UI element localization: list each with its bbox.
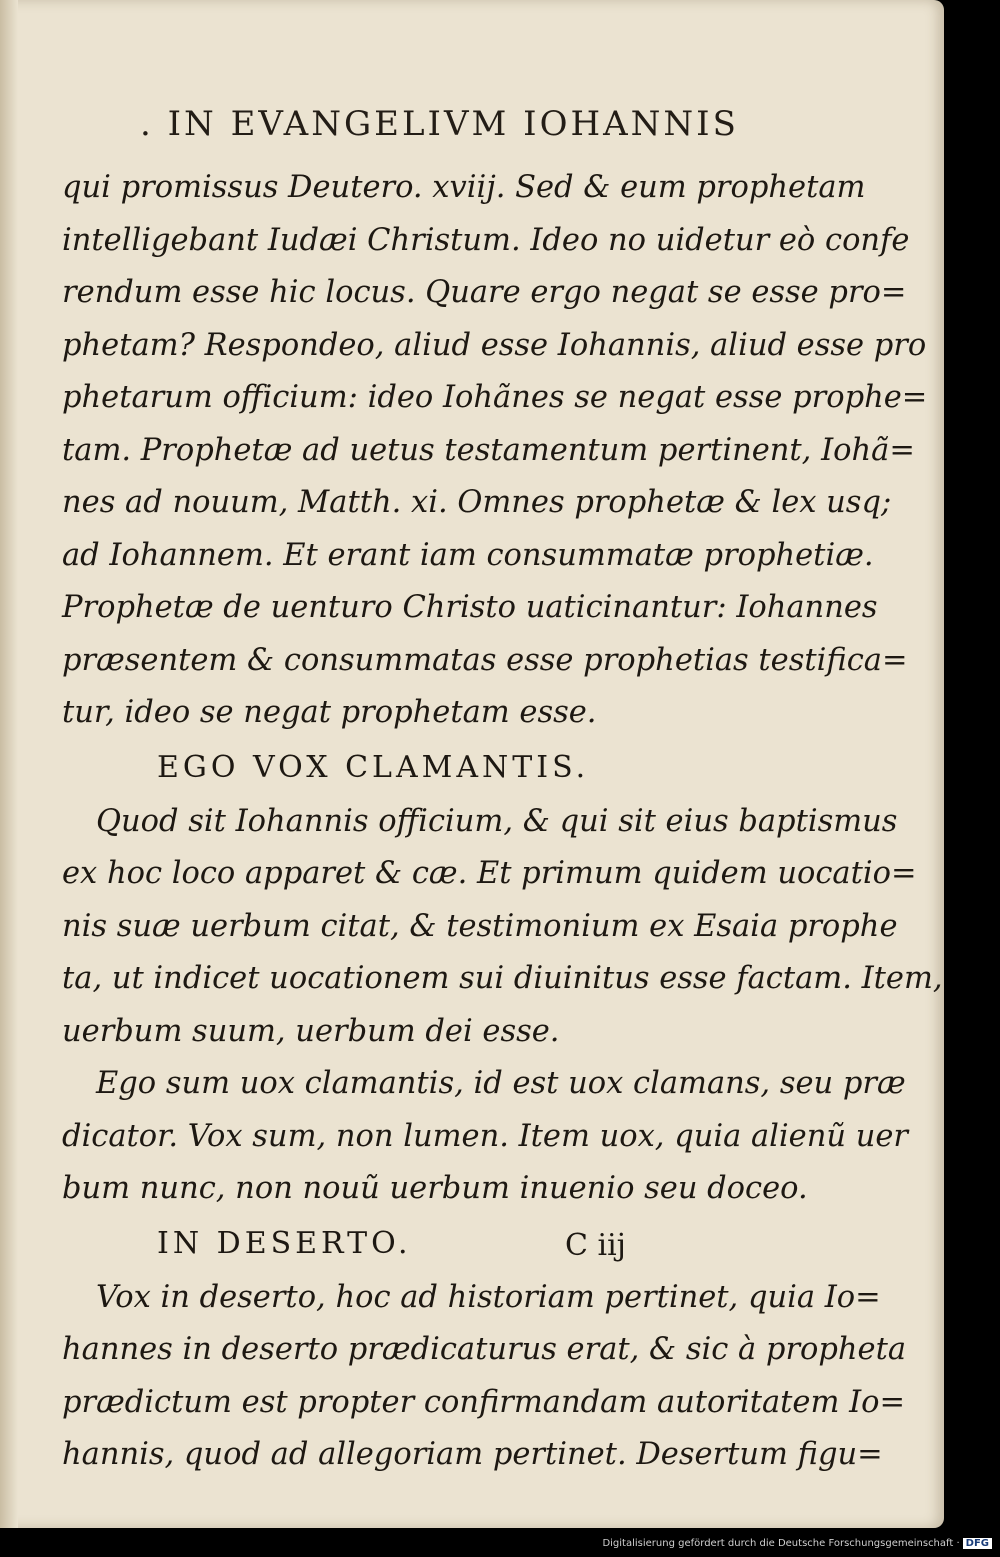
text-line: præsentem & consummatas esse prophetias testifica= xyxy=(62,642,908,678)
text-line: hannes in deserto prædicaturus erat, & sic à propheta xyxy=(62,1332,907,1367)
text-line: ta, ut indicet uocationem sui diuinitus esse factam. Item, xyxy=(62,961,943,996)
text-line: Vox in deserto, hoc ad historiam pertinet, quia Io= xyxy=(96,1279,881,1315)
text-line: Ego sum uox clamantis, id est uox clamans, seu præ xyxy=(96,1066,906,1101)
page-binding xyxy=(0,0,18,1528)
text-line: prædictum est propter confirmandam autoritatem Io= xyxy=(62,1384,906,1420)
text-line: uerbum suum, uerbum dei esse. xyxy=(62,1013,560,1049)
running-head: . IN EVANGELIVM IOHANNIS xyxy=(140,104,739,144)
text-line: Quod sit Iohannis officium, & qui sit eius baptismus xyxy=(96,803,898,839)
section-heading: EGO VOX CLAMANTIS. xyxy=(157,749,590,785)
text-line: ad Iohannem. Et erant iam consummatæ prophetiæ. xyxy=(62,537,874,573)
page-body xyxy=(62,162,943,1482)
text-line: nes ad nouum, Matth. xi. Omnes prophetæ & lex usq; xyxy=(62,485,892,520)
dfg-logo: DFG xyxy=(963,1538,992,1549)
text-line: bum nunc, non nouũ uerbum inuenio seu doceo. xyxy=(62,1171,808,1206)
text-line: rendum esse hic locus. Quare ergo negat se esse pro= xyxy=(62,275,907,310)
footer-text: Digitalisierung gefördert durch die Deutsche Forschungsgemeinschaft · xyxy=(602,1538,960,1549)
text-line: intelligebant Iudæi Christum. Ideo no uidetur eò confe xyxy=(62,222,910,258)
section-heading: IN DESERTO. xyxy=(157,1225,412,1261)
text-line: phetarum officium: ideo Iohãnes se negat esse prophe= xyxy=(62,380,928,415)
digitization-footer xyxy=(602,1538,992,1549)
text-line: nis suæ uerbum citat, & testimonium ex Esaia prophe xyxy=(62,908,898,944)
text-line: hannis, quod ad allegoriam pertinet. Desertum figu= xyxy=(62,1437,883,1472)
signature-mark: C iij xyxy=(565,1228,626,1263)
text-line: qui promissus Deutero. xviij. Sed & eum prophetam xyxy=(62,170,866,205)
text-line: Prophetæ de uenturo Christo uaticinantur: Iohannes xyxy=(62,590,878,625)
text-line: phetam? Respondeo, aliud esse Iohannis, aliud esse pro xyxy=(62,327,927,363)
text-line: dicator. Vox sum, non lumen. Item uox, quia alienũ uer xyxy=(62,1118,908,1154)
text-line: ex hoc loco apparet & cæ. Et primum quidem uocatio= xyxy=(62,856,917,891)
text-line: tur, ideo se negat prophetam esse. xyxy=(62,695,597,730)
text-line: tam. Prophetæ ad uetus testamentum pertinent, Iohã= xyxy=(62,432,915,468)
